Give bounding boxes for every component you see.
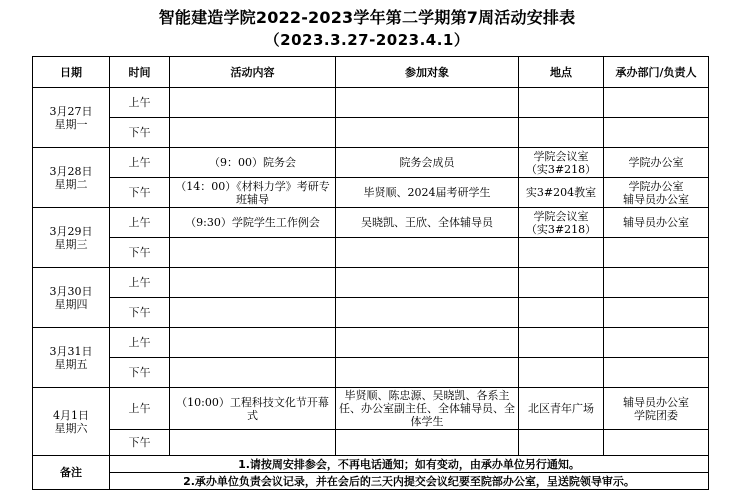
content-cell: （9:30）学院学生工作例会: [170, 208, 336, 238]
header-content: 活动内容: [170, 57, 336, 88]
organizer-line: 辅导员办公室: [623, 395, 689, 409]
table-row: [33, 88, 709, 118]
organizer-line: 学院办公室: [628, 179, 684, 193]
header-time: 时间: [110, 57, 170, 88]
content-cell: [170, 298, 336, 328]
header-row: [33, 57, 709, 88]
participants-cell: 吴晓凯、王欣、全体辅导员: [336, 208, 519, 238]
content-cell: （9：00）院务会: [170, 148, 336, 178]
weekday-text: 星期三: [54, 237, 88, 251]
weekday-text: 星期六: [54, 421, 88, 435]
organizer-cell: [604, 88, 709, 118]
time-cell: 上午: [110, 268, 170, 298]
table-row: [33, 178, 709, 208]
date-text: 4月1日: [53, 408, 89, 422]
content-cell: [170, 328, 336, 358]
page-title: 智能建造学院2022-2023学年第二学期第7周活动安排表: [158, 8, 576, 27]
organizer-cell: [604, 328, 709, 358]
participants-cell: [336, 358, 519, 388]
date-range-subtitle: （2023.3.27-2023.4.1）: [264, 31, 470, 49]
participants-cell: [336, 88, 519, 118]
date-cell: [33, 148, 110, 208]
participants-cell: [336, 430, 519, 456]
organizer-line: 辅导员办公室: [623, 192, 689, 206]
location-cell: [519, 148, 604, 178]
location-line: 北区青年广场: [528, 402, 594, 415]
header-participants: 参加对象: [336, 57, 519, 88]
table-row: [33, 358, 709, 388]
content-cell: [170, 238, 336, 268]
location-cell: [519, 88, 604, 118]
header-location: 地点: [519, 57, 604, 88]
location-cell: [519, 118, 604, 148]
time-cell: 上午: [110, 148, 170, 178]
header-organizer: 承办部门/负责人: [604, 57, 709, 88]
participants-cell: 毕贤顺、2024届考研学生: [336, 178, 519, 208]
date-cell: [33, 208, 110, 268]
location-cell: [519, 268, 604, 298]
note-text: 2.承办单位负责会议记录，并在会后的三天内提交会议纪要至院部办公室，呈送院领导审示。: [110, 473, 709, 490]
note-text: 1.请按周安排参会，不再电话通知；如有变动，由承办单位另行通知。: [110, 456, 709, 473]
weekday-text: 星期一: [54, 117, 88, 131]
schedule-table: [32, 56, 709, 490]
time-cell: 上午: [110, 208, 170, 238]
table-row: [33, 268, 709, 298]
participants-cell: [336, 268, 519, 298]
weekday-text: 星期四: [54, 297, 88, 311]
participants-cell: 院务会成员: [336, 148, 519, 178]
notes-row: [33, 473, 709, 490]
table-row: [33, 148, 709, 178]
organizer-line: 辅导员办公室: [623, 216, 689, 229]
participants-cell: [336, 298, 519, 328]
organizer-line: 学院团委: [634, 408, 678, 422]
date-text: 3月30日: [49, 284, 93, 298]
location-line: 学院会议室: [533, 209, 589, 223]
organizer-cell: [604, 358, 709, 388]
location-line: 实3#204教室: [525, 186, 597, 199]
content-cell: [170, 430, 336, 456]
date-text: 3月28日: [49, 164, 93, 178]
table-row: [33, 298, 709, 328]
organizer-cell: [604, 178, 709, 208]
organizer-cell: [604, 388, 709, 430]
date-text: 3月29日: [49, 224, 93, 238]
organizer-line: 学院办公室: [628, 156, 684, 169]
organizer-cell: [604, 148, 709, 178]
content-cell: [170, 88, 336, 118]
weekday-text: 星期五: [54, 357, 88, 371]
content-cell: [170, 358, 336, 388]
table-row: [33, 328, 709, 358]
organizer-cell: [604, 238, 709, 268]
organizer-cell: [604, 208, 709, 238]
time-cell: 下午: [110, 358, 170, 388]
organizer-cell: [604, 298, 709, 328]
table-row: [33, 388, 709, 430]
time-cell: 下午: [110, 178, 170, 208]
organizer-cell: [604, 118, 709, 148]
time-cell: 上午: [110, 328, 170, 358]
content-cell: （14：00）《材料力学》考研专班辅导: [170, 178, 336, 208]
table-row: [33, 208, 709, 238]
content-cell: [170, 268, 336, 298]
notes-row: [33, 456, 709, 473]
table-row: [33, 238, 709, 268]
date-cell: [33, 88, 110, 148]
participants-cell: [336, 238, 519, 268]
header-date: 日期: [33, 57, 110, 88]
table-row: [33, 430, 709, 456]
location-cell: [519, 238, 604, 268]
date-cell: [33, 268, 110, 328]
time-cell: 下午: [110, 118, 170, 148]
participants-cell: [336, 118, 519, 148]
participants-cell: 毕贤顺、陈忠源、吴晓凯、各系主任、办公室副主任、全体辅导员、全体学生: [336, 388, 519, 430]
date-text: 3月31日: [49, 344, 93, 358]
time-cell: 上午: [110, 388, 170, 430]
location-line: 学院会议室: [533, 149, 589, 163]
time-cell: 下午: [110, 298, 170, 328]
location-cell: [519, 430, 604, 456]
organizer-cell: [604, 430, 709, 456]
date-cell: [33, 328, 110, 388]
organizer-cell: [604, 268, 709, 298]
time-cell: 下午: [110, 238, 170, 268]
date-cell: [33, 388, 110, 456]
time-cell: 上午: [110, 88, 170, 118]
time-cell: 下午: [110, 430, 170, 456]
weekday-text: 星期二: [54, 177, 88, 191]
location-cell: [519, 178, 604, 208]
table-row: [33, 118, 709, 148]
location-cell: [519, 358, 604, 388]
content-cell: （10:00）工程科技文化节开幕式: [170, 388, 336, 430]
location-cell: [519, 388, 604, 430]
location-cell: [519, 328, 604, 358]
content-cell: [170, 118, 336, 148]
date-text: 3月27日: [49, 104, 93, 118]
location-line: （实3#218）: [525, 222, 597, 236]
location-cell: [519, 298, 604, 328]
notes-label: 备注: [33, 456, 110, 490]
participants-cell: [336, 328, 519, 358]
location-cell: [519, 208, 604, 238]
location-line: （实3#218）: [525, 162, 597, 176]
